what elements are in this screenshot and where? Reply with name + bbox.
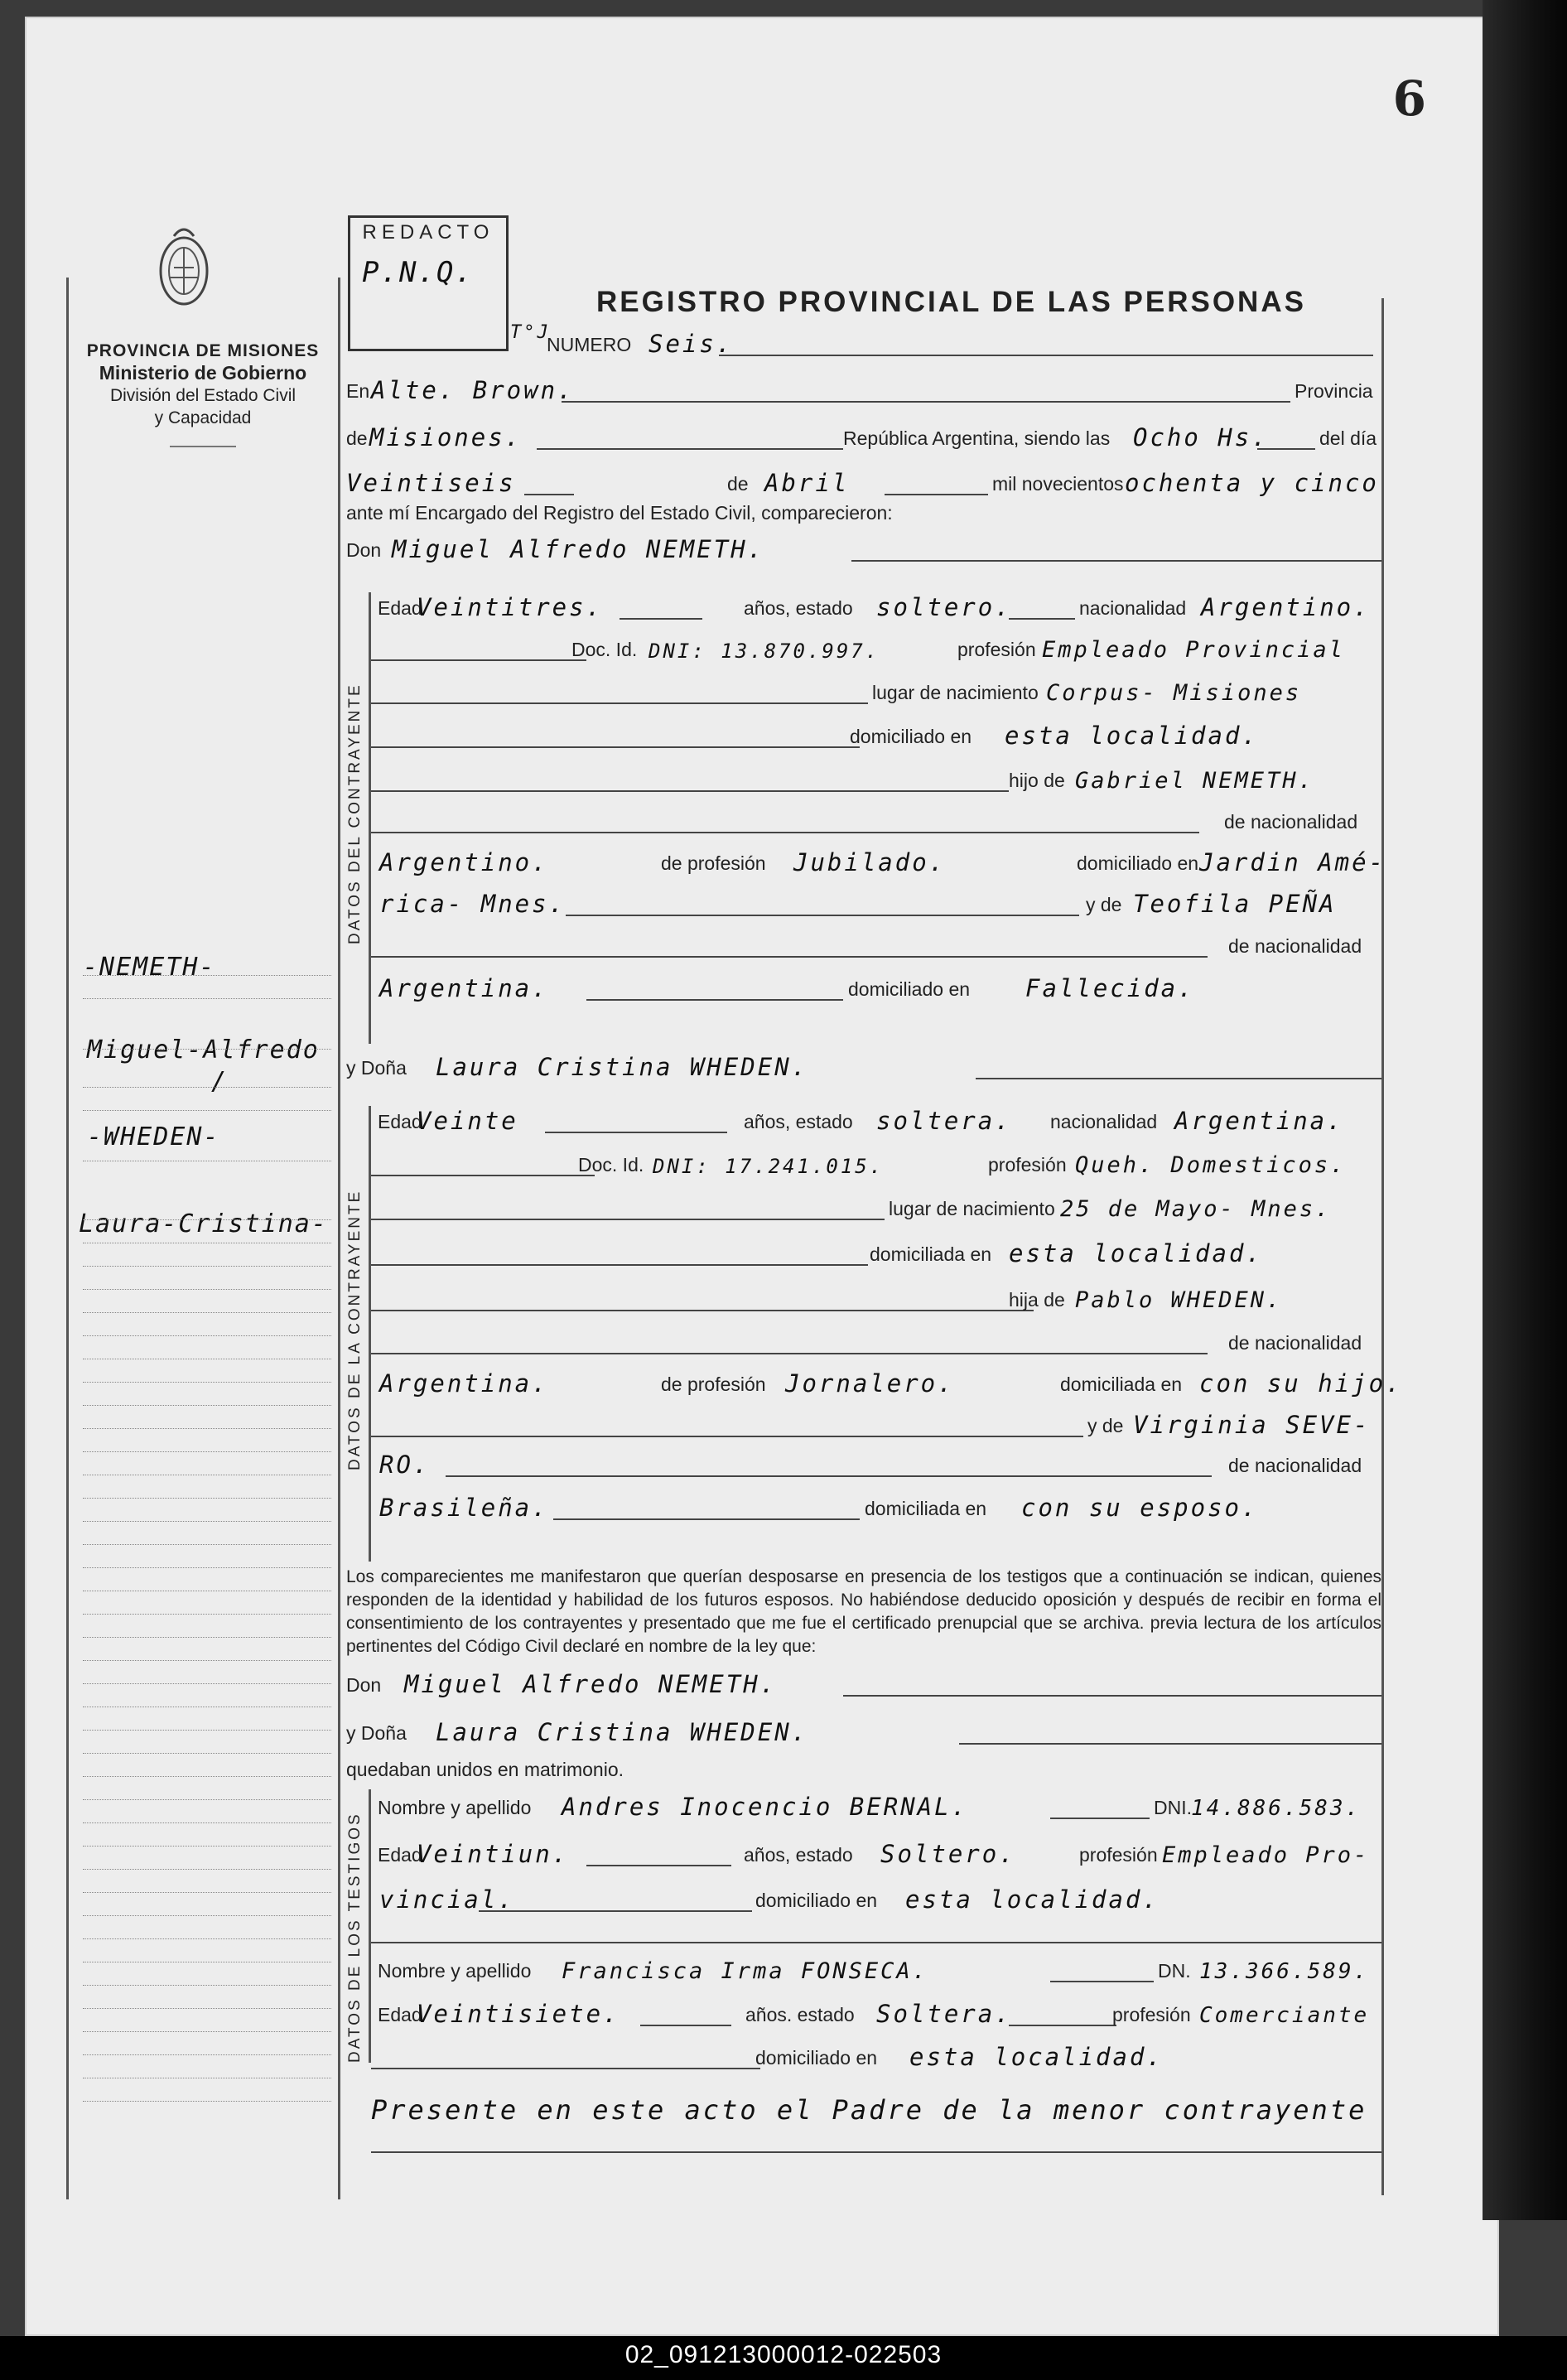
page-title: REGISTRO PROVINCIAL DE LAS PERSONAS	[596, 286, 1306, 318]
groom-domicile-row: domiciliado en esta localidad.	[346, 717, 1381, 753]
groom-father: Gabriel NEMETH.	[1075, 768, 1314, 794]
witness2-name-row: Nombre y apellido Francisca Irma FONSECA. DN. 13.366.589.	[378, 1958, 1370, 1984]
margin-ruled-lines	[83, 953, 331, 2102]
witness2-age-row: Edad Veintisiete. años. estado Soltera. profesión Comerciante	[378, 2000, 1370, 2028]
margin-groom-surname: -NEMETH-	[83, 953, 216, 982]
bride-domicile: esta localidad.	[1009, 1239, 1263, 1267]
groom-father-profession: Jubilado.	[793, 848, 947, 876]
groom-nationality: Argentino.	[1201, 593, 1371, 621]
bride-status: soltera.	[876, 1107, 1012, 1135]
closing-row: quedaban unidos en matrimonio.	[346, 1759, 624, 1780]
groom-father-info-row: Argentino. de profesión Jubilado. domiciliado en Jardin Amé-	[379, 848, 1386, 876]
ante-row: ante mí Encargado del Registro del Estado Civil, comparecieron:	[346, 502, 893, 524]
witness1-domicile-row: vincial. domiciliado en esta localidad.	[379, 1885, 1160, 1914]
witness2-dni: 13.366.589.	[1199, 1959, 1370, 1984]
bride-profession: Queh. Domesticos.	[1075, 1152, 1347, 1178]
date-row: Veintiseis de Abril mil novecientos ochenta y cinco	[346, 469, 1379, 497]
witness2-age: Veintisiete.	[417, 2000, 620, 2028]
bride-doc-row: Doc. Id. DNI: 17.241.015. profesión Queh. Domesticos.	[346, 1145, 1381, 1181]
groom-doc: DNI: 13.870.997.	[648, 640, 880, 663]
bride-doc: DNI: 17.241.015.	[653, 1155, 885, 1178]
book-binding	[1483, 0, 1567, 2220]
witness1-name: Andres Inocencio BERNAL.	[562, 1793, 969, 1821]
bride-mother: Virginia SEVE-	[1133, 1411, 1371, 1439]
en-row: En Alte. Brown. Provincia	[346, 376, 1373, 404]
groom-father-nationality: Argentino.	[379, 848, 549, 876]
bride-birthplace-row: lugar de nacimiento 25 de Mayo- Mnes.	[346, 1189, 1381, 1225]
province-value: Misiones.	[369, 423, 523, 451]
groom-domicile: esta localidad.	[1005, 722, 1259, 750]
groom-profession: Empleado Provincial	[1042, 637, 1345, 663]
bride-mother-info-row: Brasileña. domiciliada en con su esposo.	[379, 1494, 1259, 1522]
bride-father-row: hija de Pablo WHEDEN.	[346, 1280, 1381, 1316]
bride-domicile-row: domiciliada en esta localidad.	[346, 1234, 1381, 1271]
bride-mother-cont: RO.	[379, 1451, 431, 1479]
declaration-bride: Laura Cristina WHEDEN.	[436, 1718, 809, 1746]
witness2-domicile-row: domiciliado en esta localidad.	[346, 2038, 1381, 2074]
bride-father-nationality: Argentina.	[379, 1369, 549, 1398]
final-note: Presente en este acto el Padre de la menor contrayente	[371, 2094, 1367, 2126]
numero-row	[346, 322, 1381, 361]
bride-father: Pablo WHEDEN.	[1075, 1287, 1283, 1313]
groom-section-label: DATOS DEL CONTRAYENTE	[346, 683, 364, 944]
groom-mother: Teofila PEÑA	[1133, 890, 1337, 918]
margin-slash: /	[211, 1067, 229, 1096]
bride-mother-domicile: con su esposo.	[1021, 1494, 1259, 1522]
declaration-dona-row: y Doña Laura Cristina WHEDEN.	[346, 1713, 1381, 1750]
declaration-groom: Miguel Alfredo NEMETH.	[404, 1670, 778, 1698]
groom-age: Veintitres.	[417, 593, 604, 621]
bride-name: Laura Cristina WHEDEN.	[436, 1053, 809, 1081]
witness1-age: Veintiun.	[417, 1840, 570, 1868]
groom-father-row: hijo de Gabriel NEMETH.	[346, 760, 1381, 797]
bride-age: Veinte	[417, 1107, 518, 1135]
don-row: Don Miguel Alfredo NEMETH.	[346, 530, 1381, 567]
day-value: Veintiseis	[346, 469, 516, 497]
groom-mother-info-row: Argentina. domiciliado en Fallecida.	[379, 974, 1195, 1002]
en-value: Alte. Brown.	[371, 376, 575, 404]
groom-father-nat-label-row: de nacionalidad	[346, 802, 1381, 838]
final-rule	[346, 2133, 1381, 2158]
bride-mother-nat-row: RO. de nacionalidad	[379, 1451, 1362, 1479]
witness1-domicile: esta localidad.	[905, 1885, 1160, 1914]
groom-birthplace: Corpus- Misiones	[1046, 680, 1302, 706]
bride-father-profession: Jornalero.	[785, 1369, 955, 1398]
bride-section-label: DATOS DE LA CONTRAYENTE	[346, 1189, 364, 1470]
main-margin-rule	[338, 278, 340, 2199]
declaration-paragraph: Los comparecientes me manifestaron que querían desposarse en presencia de los testigos que a continuación se indican, quienes responden de la identidad y habilidad de los futuros esposos. No habiéndose deducido oposición y después de recibir en forma el consentimiento de los contrayentes y presentado que me fue el certificado prenupcial que se archiva. previa lectura de los artículos pertinentes del Código Civil declaré en nombre de la ley que:	[346, 1567, 1381, 1656]
margin-bride-surname: -WHEDEN-	[87, 1122, 220, 1151]
groom-father-domicile-cont: rica- Mnes.	[379, 890, 567, 918]
margin-groom-names: Miguel-Alfredo	[87, 1036, 320, 1064]
province-name: PROVINCIA DE MISIONES	[86, 341, 320, 360]
document-code: 02_091213000012-022503	[624, 2341, 943, 2368]
final-note-row	[346, 2086, 1381, 2129]
tomo-mark: T°J	[510, 322, 551, 343]
witness2-status: Soltera.	[876, 2000, 1012, 2028]
witness1-status: Soltero.	[880, 1840, 1016, 1868]
witness-separator	[346, 1920, 1381, 1948]
groom-birthplace-row: lugar de nacimiento Corpus- Misiones	[346, 673, 1381, 709]
bride-mother-row: y de Virginia SEVE-	[346, 1406, 1381, 1442]
bride-nationality: Argentina.	[1174, 1107, 1344, 1135]
bride-edad-row: Edad Veinte años, estado soltera. nacionalidad Argentina.	[378, 1107, 1344, 1135]
bride-father-nat-label-row: de nacionalidad	[346, 1323, 1381, 1359]
groom-doc-row: Doc. Id. DNI: 13.870.997. profesión Empleado Provincial	[346, 630, 1381, 666]
redacto-label: REDACTO	[362, 221, 494, 244]
groom-mother-nat-label-row: de nacionalidad	[346, 926, 1381, 963]
division-line-2: y Capacidad	[154, 408, 252, 427]
witness2-domicile: esta localidad.	[909, 2043, 1164, 2071]
month-value: Abril	[764, 469, 850, 497]
witnesses-section-label: DATOS DE LOS TESTIGOS	[346, 1812, 364, 2063]
groom-edad-row: Edad Veintitres. años, estado soltero. nacionalidad Argentino.	[378, 593, 1371, 621]
witness1-dni: 14.886.583.	[1191, 1796, 1362, 1821]
numero-value: Seis.	[648, 330, 734, 358]
groom-status: soltero.	[876, 593, 1012, 621]
bride-mother-nationality: Brasileña.	[379, 1494, 549, 1522]
witness2-profession: Comerciante	[1199, 2003, 1370, 2028]
bride-father-domicile: con su hijo.	[1199, 1369, 1403, 1398]
division-line-1: División del Estado Civil	[109, 386, 297, 405]
witness1-profession: Empleado Pro-	[1162, 1842, 1370, 1868]
ministry-name: Ministerio de Gobierno	[99, 362, 307, 384]
witness2-name: Francisca Irma FONSECA.	[562, 1958, 928, 1984]
groom-father-domicile: Jardin Amé-	[1199, 848, 1386, 876]
witness1-name-row: Nombre y apellido Andres Inocencio BERNAL. DNI. 14.886.583.	[378, 1793, 1362, 1821]
witness1-profession-cont: vincial.	[379, 1885, 515, 1914]
redacto-initials: P.N.Q.	[362, 256, 474, 289]
witness1-age-row: Edad Veintiun. años, estado Soltero. profesión Empleado Pro-	[378, 1840, 1370, 1868]
groom-mother-nationality: Argentina.	[379, 974, 549, 1002]
de-row: de Misiones. República Argentina, siendo las Ocho Hs. del día	[346, 423, 1377, 451]
groom-name: Miguel Alfredo NEMETH.	[392, 535, 765, 563]
groom-mother-domicile: Fallecida.	[1025, 974, 1195, 1002]
margin-bride-names: Laura-Cristina-	[79, 1209, 328, 1238]
declaration-don-row: Don Miguel Alfredo NEMETH.	[346, 1665, 1381, 1702]
hour-value: Ocho Hs.	[1133, 423, 1269, 451]
groom-mother-row: rica- Mnes. y de Teofila PEÑA	[379, 890, 1337, 918]
dona-row: y Doña Laura Cristina WHEDEN.	[346, 1048, 1381, 1084]
numero-label: NUMERO	[547, 334, 632, 355]
bride-father-info-row: Argentina. de profesión Jornalero. domiciliada en con su hijo.	[379, 1369, 1403, 1398]
year-value: ochenta y cinco	[1125, 469, 1379, 497]
bride-birthplace: 25 de Mayo- Mnes.	[1060, 1196, 1332, 1222]
page-number: 6	[1392, 70, 1426, 127]
